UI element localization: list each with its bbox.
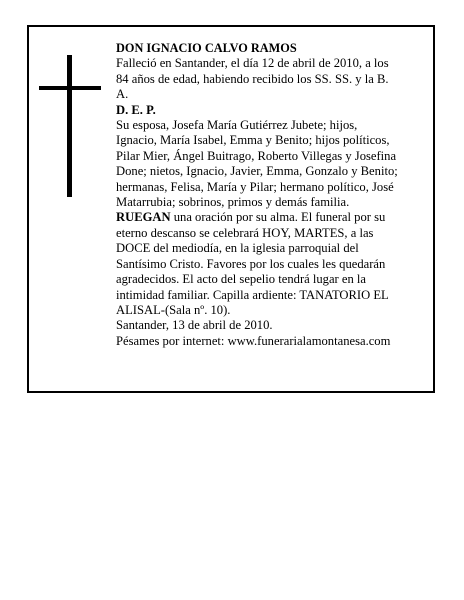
condolences-line: Pésames por internet: www.funerarialamontanesa.com bbox=[116, 333, 391, 348]
family-line: Done; nietos, Ignacio, Javier, Emma, Gonzalo y Benito; bbox=[116, 164, 398, 179]
death-line: Falleció en Santander, el día 12 de abril de 2010, a los bbox=[116, 56, 389, 71]
ruegan-line: ALISAL-(Sala nº. 10). bbox=[116, 302, 231, 317]
obituary-notice bbox=[27, 25, 435, 393]
family-line: hermanas, Felisa, María y Pilar; hermano político, José bbox=[116, 179, 394, 194]
death-line: 84 años de edad, habiendo recibido los SS. SS. y la B. bbox=[116, 71, 389, 86]
family-line: Pilar Mier, Ángel Buitrago, Roberto Villegas y Josefina bbox=[116, 148, 397, 163]
ruegan-line: Santísimo Cristo. Favores por los cuales les quedarán bbox=[116, 256, 386, 271]
place-date: Santander, 13 de abril de 2010. bbox=[116, 318, 273, 333]
death-line: A. bbox=[116, 87, 129, 102]
cross-icon bbox=[39, 55, 101, 197]
deceased-name: DON IGNACIO CALVO RAMOS bbox=[116, 41, 297, 55]
ruegan-first-rest: una oración por su alma. El funeral por su bbox=[170, 210, 386, 225]
ruegan-first-line bbox=[116, 210, 422, 225]
family-line: Su esposa, Josefa María Gutiérrez Jubete; hijos, bbox=[116, 118, 358, 133]
ruegan-line: agradecidos. El acto del sepelio tendrá lugar en la bbox=[116, 272, 367, 287]
cross-horizontal-bar bbox=[39, 86, 101, 90]
rip-heading: D. E. P. bbox=[116, 102, 156, 117]
cross-vertical-bar bbox=[67, 55, 72, 197]
notice-text bbox=[116, 41, 422, 349]
family-line: Ignacio, María Isabel, Emma y Benito; hijos políticos, bbox=[116, 133, 390, 148]
ruegan-line: eterno descanso se celebrará HOY, MARTES, a las bbox=[116, 225, 374, 240]
ruegan-line: intimidad familiar. Capilla ardiente: TANATORIO EL bbox=[116, 287, 389, 302]
ruegan-line: DOCE del mediodía, en la iglesia parroquial del bbox=[116, 241, 359, 256]
family-line: Matarrubia; sobrinos, primos y demás familia. bbox=[116, 195, 350, 210]
ruegan-word: RUEGAN bbox=[116, 210, 171, 225]
